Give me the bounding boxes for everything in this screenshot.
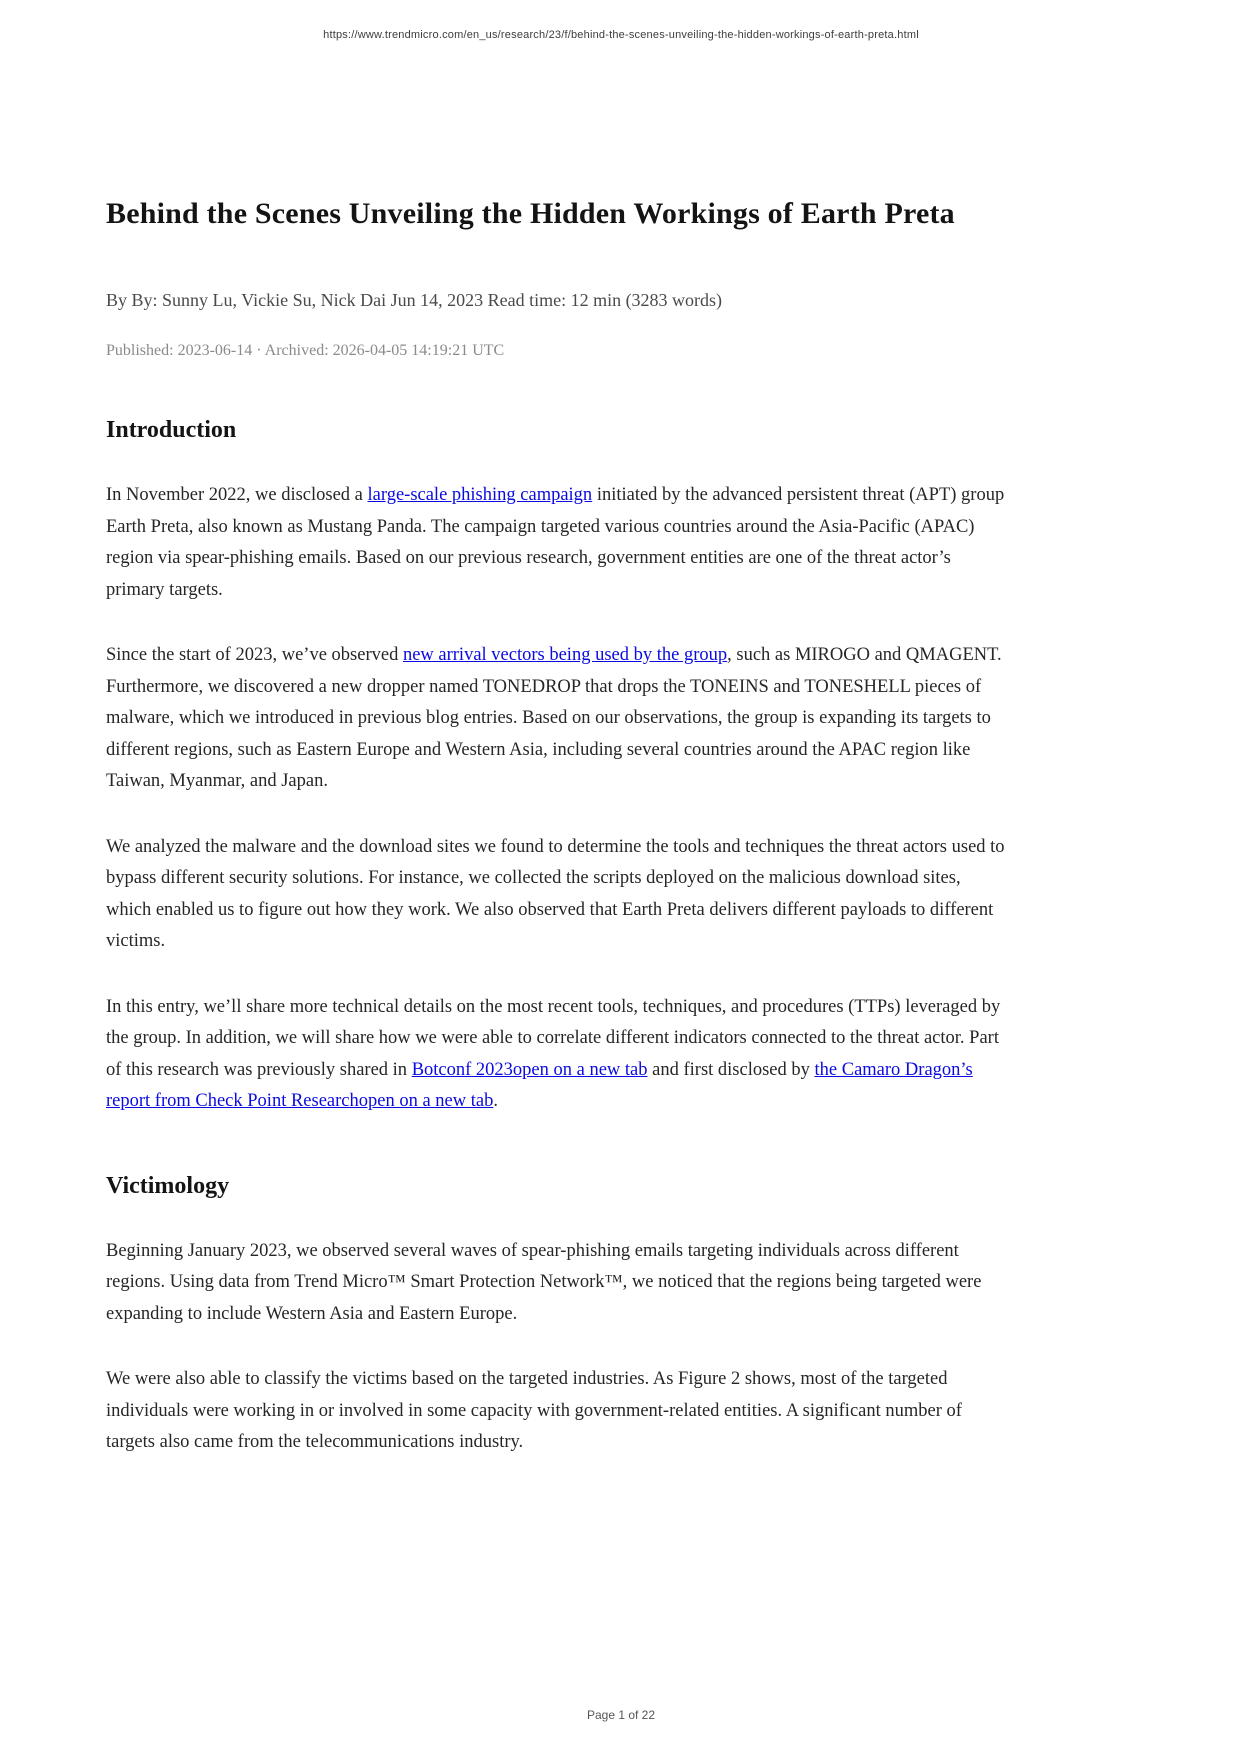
paragraph [106,640,1006,798]
inline-link[interactable]: new arrival vectors being used by the group [402,645,728,665]
paragraph-text: and first disclosed by [647,1059,815,1080]
paragraph-text: Since the start of 2023, we’ve observed [106,645,403,665]
article-body [106,414,1006,1459]
paragraph-text: Beginning January 2023, we observed several waves of spear-phishing emails targeting individuals across different regions. Using data from Trend Micro™ Smart Protection Network™, we noticed that the regions being targeted were expanding to include Western Asia and Eastern Europe. [106,1240,982,1324]
paragraph [106,480,1006,606]
article [106,0,1006,1459]
paragraph [106,832,1006,958]
article-byline: By By: Sunny Lu, Vickie Su, Nick Dai Jun 14, 2023 Read time: 12 min (3283 words) [106,290,723,310]
article-title: Behind the Scenes Unveiling the Hidden Workings of Earth Preta [106,197,955,230]
paragraph [106,1236,1006,1331]
section-heading-victimology: Victimology [106,1172,230,1199]
inline-link[interactable]: large-scale phishing campaign [367,485,593,505]
paragraph-text: We analyzed the malware and the download sites we found to determine the tools and techniques the threat actors used to bypass different security solutions. For instance, we collected the scripts deployed on the malicious download sites, which enabled us to figure out how they work. We also observed that Earth Preta delivers different payloads to different victims. [106,836,1005,951]
page-footer: Page 1 of 22 [586,1708,656,1722]
paragraph-text: . [493,1091,498,1111]
paragraph [106,1364,1006,1459]
inline-link[interactable]: Botconf 2023open on a new tab [411,1059,648,1080]
paragraph-text: initiated by the advanced persistent threat (APT) group Earth Preta, also known as Mustang Panda. The campaign targeted various countries around the Asia-Pacific (APAC) region via spear-phishing emails. Based on our previous research, government entities are one of the threat actor’s primary targets. [106,485,1005,600]
paragraph-text: In November 2022, we disclosed a [106,485,368,505]
section-heading-introduction: Introduction [106,417,237,443]
paragraph [106,992,1006,1118]
article-published-meta: Published: 2023-06-14 · Archived: 2026-04-05 14:19:21 UTC [106,342,505,359]
paragraph-text: In this entry, we’ll share more technical details on the most recent tools, techniques, and procedures (TTPs) leveraged by the group. In addition, we will share how we were able to correlate different indicators connected to the threat actor. Part of this research was previously shared in [106,996,1001,1080]
inline-link[interactable]: the Camaro Dragon’s report from Check Point Researchopen on a new tab [106,1059,973,1111]
paragraph-text: We were also able to classify the victims based on the targeted industries. As Figure 2 shows, most of the targeted individuals were working in or involved in some capacity with government-related entities. A significant number of targets also came from the telecommunications industry. [106,1369,962,1452]
page-url-header: https://www.trendmicro.com/en_us/research/23/f/behind-the-scenes-unveiling-the-hidden-workings-of-earth-preta.html [323,29,919,41]
paragraph-text: , such as MIROGO and QMAGENT. Furthermore, we discovered a new dropper named TONEDROP that drops the TONEINS and TONESHELL pieces of malware, which we introduced in previous blog entries. Based on our observations, the group is expanding its targets to different regions, such as Eastern Europe and Western Asia, including several countries around the APAC region like Taiwan, Myanmar, and Japan. [106,645,1002,791]
